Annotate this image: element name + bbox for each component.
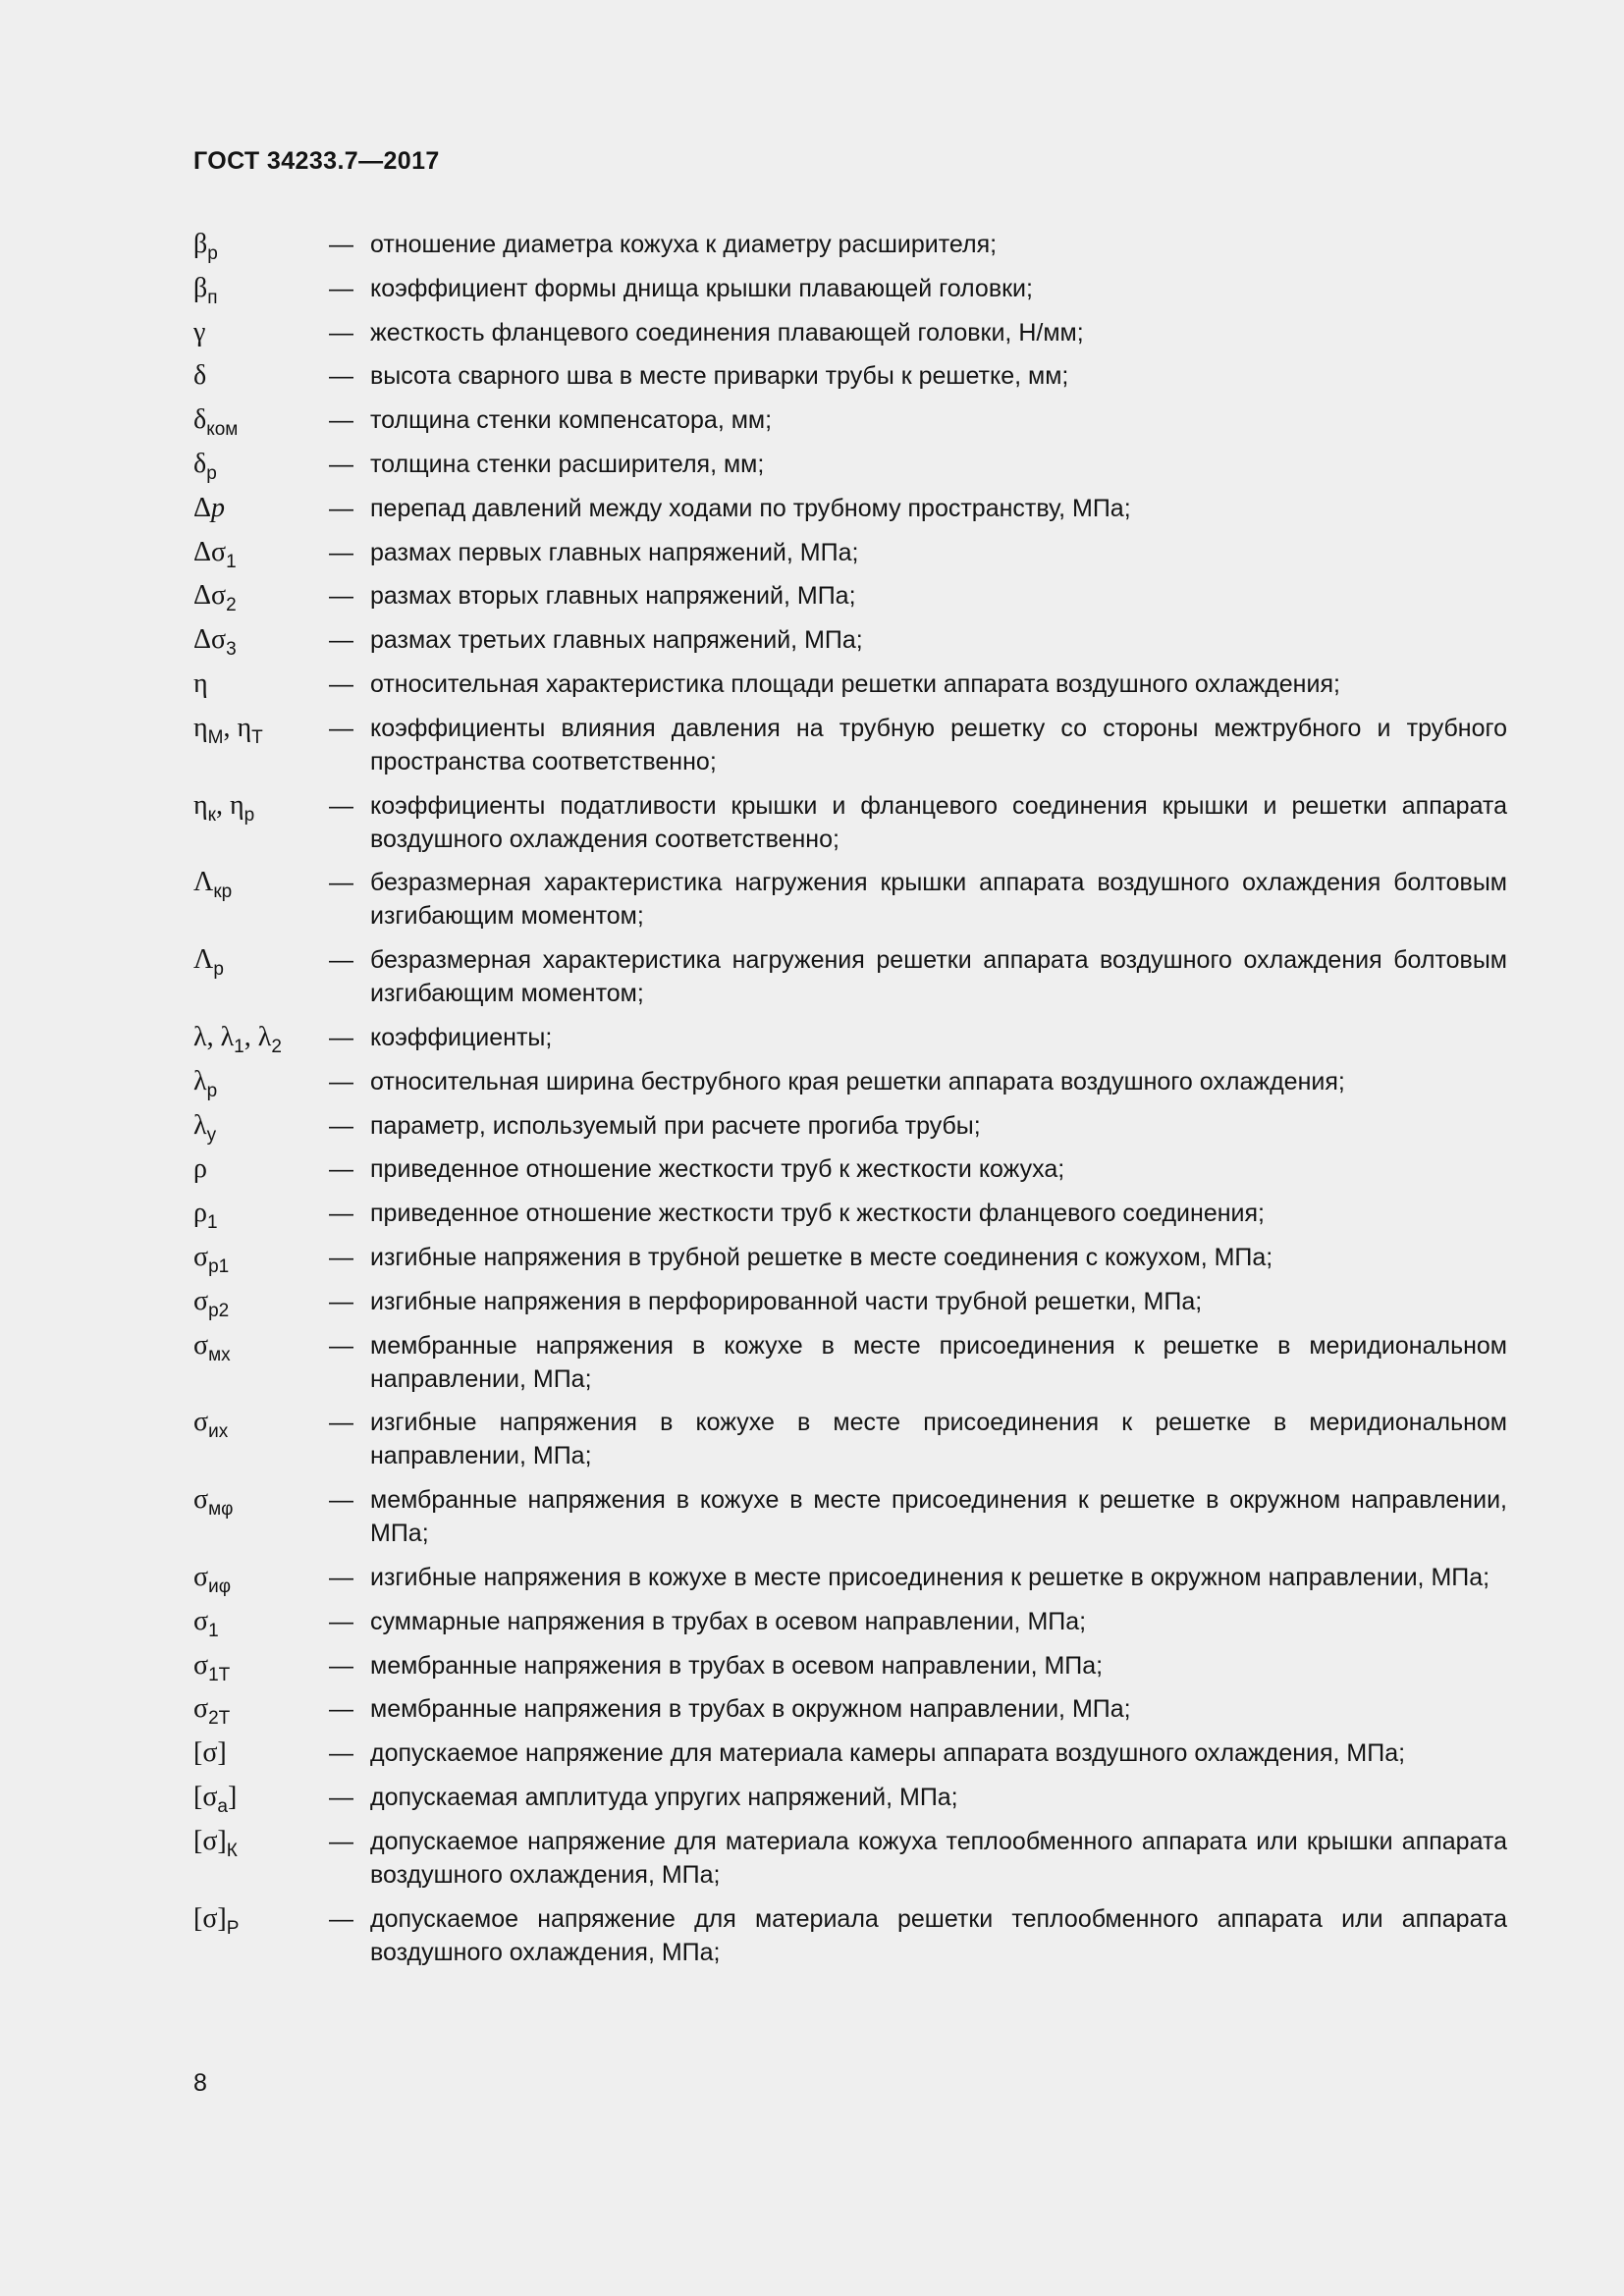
definition-symbol [193,1406,329,1472]
symbol-main: σ [193,1329,209,1361]
definition-text: допускаемая амплитуда упругих напряжений, МПа; [370,1783,958,1811]
definition-dash: — [329,714,353,742]
symbol-second: , λ [244,1021,272,1052]
definition-symbol [193,1781,329,1817]
definition-symbol [193,536,329,572]
definition-symbol [193,448,329,484]
definition-row [193,1605,1507,1641]
definition-symbol [193,1109,329,1146]
definition-row [193,1241,1507,1277]
symbol-subscript: 1 [208,1620,219,1641]
definition-dash: — [329,582,353,611]
definition-text: относительная ширина беструбного края решетки аппарата воздушного охлаждения; [370,1067,1345,1095]
definition-dash: — [329,318,353,347]
definition-symbol [193,1241,329,1277]
document-header: ГОСТ 34233.7—2017 [193,147,440,175]
symbol-main: [σ] [193,1737,227,1769]
definition-text: коэффициенты влияния давления на трубную решетку со стороны межтрубного и трубного пространства соответственно; [370,714,1507,775]
definition-row [193,579,1507,616]
definition-row [193,1736,1507,1770]
definition-text: коэффициенты; [370,1023,553,1051]
definition-symbol [193,943,329,1010]
definition-dash: — [329,1023,353,1051]
definition-row [193,1902,1507,1969]
definition-dash: — [329,538,353,566]
definition-dash: — [329,494,353,522]
definition-row [193,1692,1507,1730]
symbol-main: ρ [193,1198,207,1229]
definition-row [193,403,1507,441]
definition-row [193,1825,1507,1892]
definition-dash: — [329,1200,353,1228]
symbol-subscript: 1 [206,1212,218,1234]
definition-text: суммарные напряжения в трубах в осевом направлении, МПа; [370,1607,1087,1635]
symbol-main: σ [193,1285,209,1316]
definitions-list [193,228,1507,1979]
symbol-subscript: мφ [208,1499,234,1521]
definition-symbol [193,1197,329,1234]
symbol-main: λ [193,1109,207,1141]
definition-text: параметр, используемый при расчете прогиба трубы; [370,1111,981,1140]
definition-dash: — [329,1827,353,1855]
definition-text: изгибные напряжения в кожухе в месте присоединения к решетке в меридиональном направлении, МПа; [370,1409,1507,1470]
symbol-subscript: р [206,462,217,484]
symbol-main: δ [193,404,207,436]
definition-dash: — [329,406,353,435]
symbol-subscript: р1 [208,1255,230,1277]
definition-symbol [193,492,329,525]
definition-dash: — [329,1607,353,1635]
definition-row [193,536,1507,572]
definition-dash: — [329,1111,353,1140]
symbol-subscript: мх [208,1344,231,1365]
definition-symbol [193,403,329,441]
definition-row [193,667,1507,701]
definition-dash: — [329,1904,353,1933]
definition-symbol [193,1561,329,1597]
definition-symbol [193,623,329,661]
symbol-subscript: ком [206,419,239,441]
symbol-main: δ [193,448,207,479]
definition-symbol [193,1605,329,1641]
symbol-subscript: р [213,959,224,981]
symbol-main: σ [193,1241,209,1272]
definition-symbol [193,579,329,616]
symbol-main: [σ] [193,1902,227,1934]
symbol-subscript: К [226,1840,238,1861]
symbol-second: , η [215,789,244,821]
definition-dash: — [329,1739,353,1768]
definition-row [193,228,1507,264]
page-number: 8 [193,2069,207,2097]
symbol-main: Δ [193,492,212,523]
definition-dash: — [329,1067,353,1095]
definition-symbol [193,1065,329,1101]
symbol-main: β [193,229,208,259]
definition-dash: — [329,1287,353,1315]
symbol-main: Δσ [193,580,227,612]
definition-symbol [193,1902,329,1969]
symbol-main: γ [193,316,206,347]
definition-symbol [193,1152,329,1186]
definition-symbol [193,1825,329,1892]
definition-symbol [193,667,329,701]
symbol-main: η [193,712,208,743]
symbol-main: σ [193,1693,209,1725]
definition-symbol [193,712,329,778]
symbol-subscript: их [208,1421,229,1443]
symbol-main: η [193,789,208,821]
symbol-main: Λ [193,867,214,898]
symbol-main: σ [193,1605,209,1636]
definition-symbol [193,1285,329,1321]
symbol-main: Δσ [193,624,227,656]
definition-row [193,1065,1507,1101]
definition-text: приведенное отношение жесткости труб к жесткости фланцевого соединения; [370,1200,1265,1228]
definition-text: отношение диаметра кожуха к диаметру расширителя; [370,231,998,258]
definition-text: безразмерная характеристика нагружения решетки аппарата воздушного охлаждения болтовым изгибающим моментом; [370,946,1507,1008]
definition-row [193,1021,1507,1057]
definition-text: допускаемое напряжение для материала камеры аппарата воздушного охлаждения, МПа; [370,1739,1406,1768]
definition-row [193,866,1507,933]
definition-symbol [193,272,329,308]
definition-text: толщина стенки компенсатора, мм; [370,406,773,435]
definition-text: перепад давлений между ходами по трубному пространству, МПа; [370,494,1131,522]
definition-row [193,623,1507,661]
symbol-subscript: 3 [226,639,237,661]
symbol-main: β [193,272,208,303]
symbol-subscript: р [207,243,218,264]
symbol-main: σ [193,1561,209,1592]
symbol-main: σ [193,1484,209,1516]
definition-row [193,1561,1507,1597]
symbol-italic: p [211,492,226,523]
symbol-subscript: 2Т [208,1708,231,1730]
definition-text: относительная характеристика площади решетки аппарата воздушного охлаждения; [370,669,1340,698]
symbol-subscript: 1 [234,1036,244,1057]
definition-text: изгибные напряжения в перфорированной части трубной решетки, МПа; [370,1287,1203,1315]
definition-dash: — [329,1243,353,1271]
definition-row [193,492,1507,525]
definition-dash: — [329,1783,353,1811]
definition-text: мембранные напряжения в трубах в осевом направлении, МПа; [370,1651,1104,1680]
symbol-main: Λ [193,944,214,976]
definition-text: мембранные напряжения в кожухе в месте присоединения к решетке в окружном направлении, МПа; [370,1486,1507,1548]
definition-dash: — [329,1486,353,1515]
definition-text: мембранные напряжения в кожухе в месте присоединения к решетке в меридиональном направлении, МПа; [370,1331,1507,1393]
definition-dash: — [329,1651,353,1680]
symbol-subscript: 2 [226,595,237,616]
symbol-subscript: a [217,1795,228,1817]
definition-dash: — [329,231,353,258]
symbol-subscript: М [207,726,224,748]
definition-row [193,1483,1507,1550]
definition-text: высота сварного шва в месте приварки трубы к решетке, мм; [370,362,1069,391]
definition-text: размах первых главных напряжений, МПа; [370,538,859,566]
definition-dash: — [329,791,353,820]
definition-row [193,789,1507,856]
symbol-main: δ [193,360,207,392]
symbol-subscript: 1Т [208,1664,231,1685]
symbol-main: σ [193,1649,209,1681]
definition-text: приведенное отношение жесткости труб к жесткости кожуха; [370,1155,1065,1184]
symbol-subscript: р2 [208,1300,230,1321]
symbol-subscript: 1 [226,551,237,572]
definition-dash: — [329,450,353,478]
definition-text: изгибные напряжения в кожухе в месте присоединения к решетке в окружном направлении, МПа; [370,1563,1490,1591]
definition-row [193,1329,1507,1396]
definition-symbol [193,1483,329,1550]
definition-dash: — [329,869,353,897]
symbol-main: λ [193,1065,207,1096]
definition-dash: — [329,1563,353,1591]
definition-dash: — [329,1331,353,1360]
definition-symbol [193,789,329,856]
symbol-subscript: п [207,287,218,308]
symbol-second-subscript: р [244,804,255,826]
definition-text: толщина стенки расширителя, мм; [370,450,765,478]
definition-text: изгибные напряжения в трубной решетке в месте соединения с кожухом, МПа; [370,1243,1273,1271]
symbol-subscript: кр [213,881,233,903]
definition-dash: — [329,274,353,302]
definition-dash: — [329,1695,353,1724]
definition-symbol [193,316,329,349]
definition-row [193,1649,1507,1685]
definition-row [193,359,1507,393]
symbol-main: η [193,667,208,699]
symbol-main: [σ [193,1781,218,1812]
symbol-main: λ, λ [193,1021,235,1052]
definition-row [193,448,1507,484]
definition-text: допускаемое напряжение для материала решетки теплообменного аппарата или аппарата воздушного охлаждения, МПа; [370,1904,1507,1966]
definition-dash: — [329,946,353,975]
definition-text: коэффициент формы днища крышки плавающей головки; [370,274,1033,302]
symbol-main: Δσ [193,536,227,567]
definition-row [193,1406,1507,1472]
definition-row [193,1152,1507,1186]
definition-dash: — [329,1155,353,1184]
definition-dash: — [329,1409,353,1437]
symbol-main: σ [193,1407,209,1438]
symbol-subscript: р [206,1080,218,1101]
definition-row [193,1109,1507,1146]
definition-row [193,1285,1507,1321]
symbol-second-subscript: 2 [271,1036,282,1057]
definition-symbol [193,1329,329,1396]
definition-row [193,712,1507,778]
definition-symbol [193,359,329,393]
symbol-subscript: Р [226,1917,240,1939]
definition-row [193,272,1507,308]
symbol-main: [σ] [193,1825,227,1856]
definition-row [193,1197,1507,1234]
definition-symbol [193,1649,329,1685]
definition-row [193,943,1507,1010]
definition-text: безразмерная характеристика нагружения крышки аппарата воздушного охлаждения болтовым изгибающим моментом; [370,869,1507,931]
definition-symbol [193,1692,329,1730]
symbol-subscript: иφ [208,1575,232,1597]
symbol-main: ρ [193,1153,207,1185]
definition-symbol [193,1021,329,1057]
definition-symbol [193,1736,329,1770]
definition-text: коэффициенты податливости крышки и фланцевого соединения крышки и решетки аппарата воздушного охлаждения соответственно; [370,791,1507,853]
definition-dash: — [329,669,353,698]
definition-text: размах вторых главных напряжений, МПа; [370,582,856,611]
definition-symbol [193,228,329,264]
definition-text: жесткость фланцевого соединения плавающей головки, Н/мм; [370,318,1084,347]
definition-symbol [193,866,329,933]
definition-text: мембранные напряжения в трубах в окружном направлении, МПа; [370,1695,1131,1724]
definition-row [193,1781,1507,1817]
symbol-second-subscript: Т [251,726,263,748]
symbol-second: ] [228,1781,238,1812]
symbol-subscript: к [207,804,216,826]
symbol-second: , η [223,712,252,743]
definition-text: размах третьих главных напряжений, МПа; [370,626,863,655]
symbol-subscript: у [206,1124,217,1146]
definition-dash: — [329,362,353,391]
definition-row [193,316,1507,349]
definition-dash: — [329,626,353,655]
definition-text: допускаемое напряжение для материала кожуха теплообменного аппарата или крышки аппарата воздушного охлаждения, МПа; [370,1827,1507,1889]
